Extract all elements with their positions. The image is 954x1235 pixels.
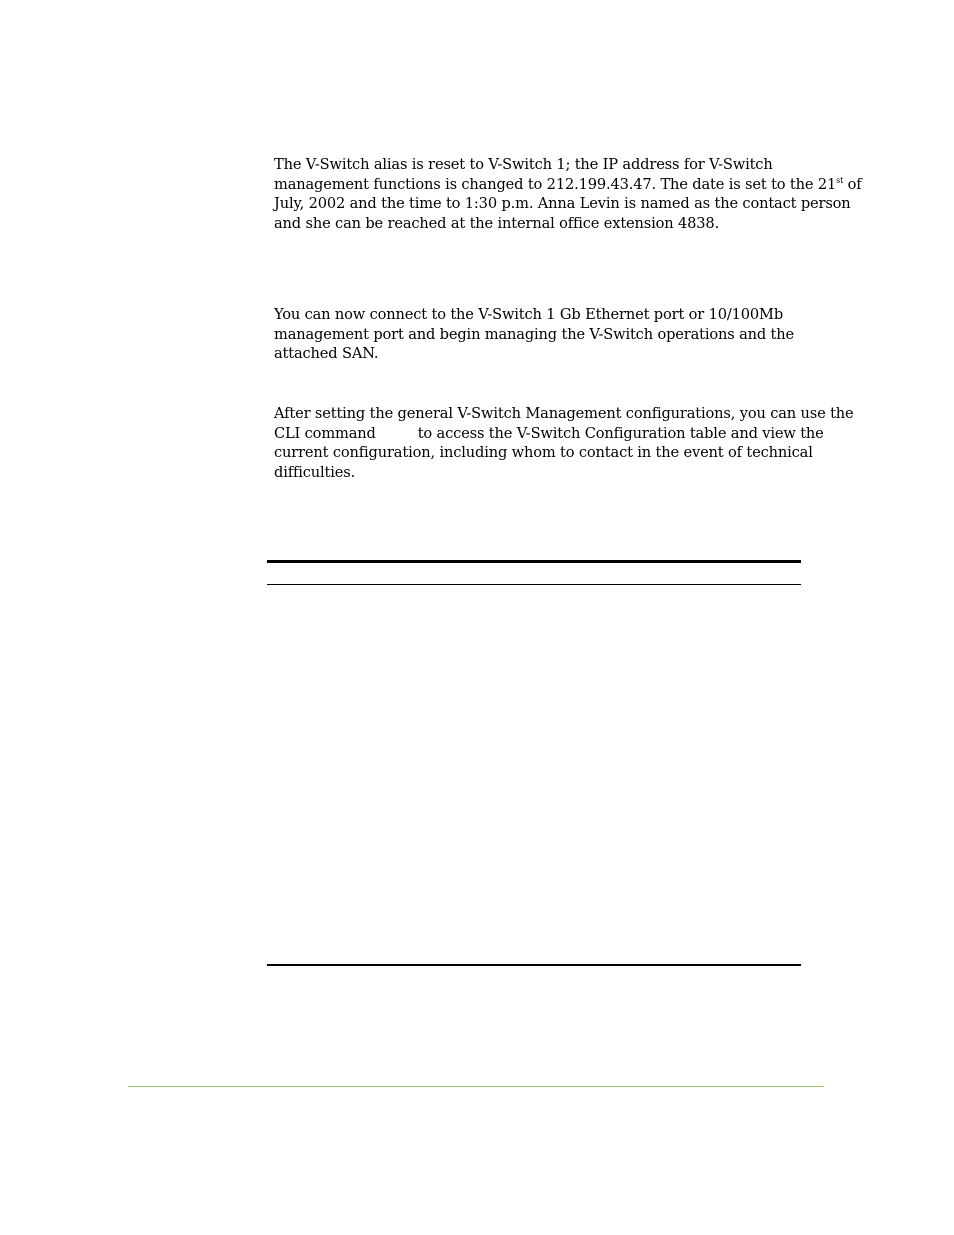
text-line	[274, 175, 862, 195]
text-segment: management functions is changed to 212.199.43.47. The date is set to the 21	[274, 175, 837, 193]
text-segment: to access the V-Switch Configuration table and view the	[417, 424, 824, 442]
text-line: July, 2002 and the time to 1:30 p.m. Anna Levin is named as the contact person	[274, 195, 851, 213]
table-top-rule	[267, 560, 801, 563]
table-bottom-rule	[267, 964, 801, 966]
text-line	[274, 424, 834, 444]
footer-divider	[128, 1086, 824, 1087]
table-header-rule	[267, 584, 801, 585]
paragraph-reset-summary	[274, 155, 862, 233]
paragraph-cli-command	[274, 404, 854, 482]
text-segment: CLI command	[274, 424, 376, 442]
text-line: current configuration, including whom to contact in the event of technical	[274, 444, 813, 462]
text-line: After setting the general V-Switch Management configurations, you can use the	[274, 405, 854, 422]
text-line: The V-Switch alias is reset to V-Switch 1; the IP address for V-Switch	[274, 156, 773, 173]
ordinal-suffix: st	[836, 175, 844, 185]
text-segment: of	[843, 175, 862, 193]
text-line: management port and begin managing the V-Switch operations and the	[274, 325, 795, 343]
text-line: and she can be reached at the internal office extension 4838.	[274, 214, 720, 232]
paragraph-connect-info	[274, 305, 834, 364]
text-line: You can now connect to the V-Switch 1 Gb Ethernet port or 10/100Mb	[274, 306, 784, 323]
text-line: attached SAN.	[274, 345, 379, 363]
text-line: difficulties.	[274, 463, 356, 481]
